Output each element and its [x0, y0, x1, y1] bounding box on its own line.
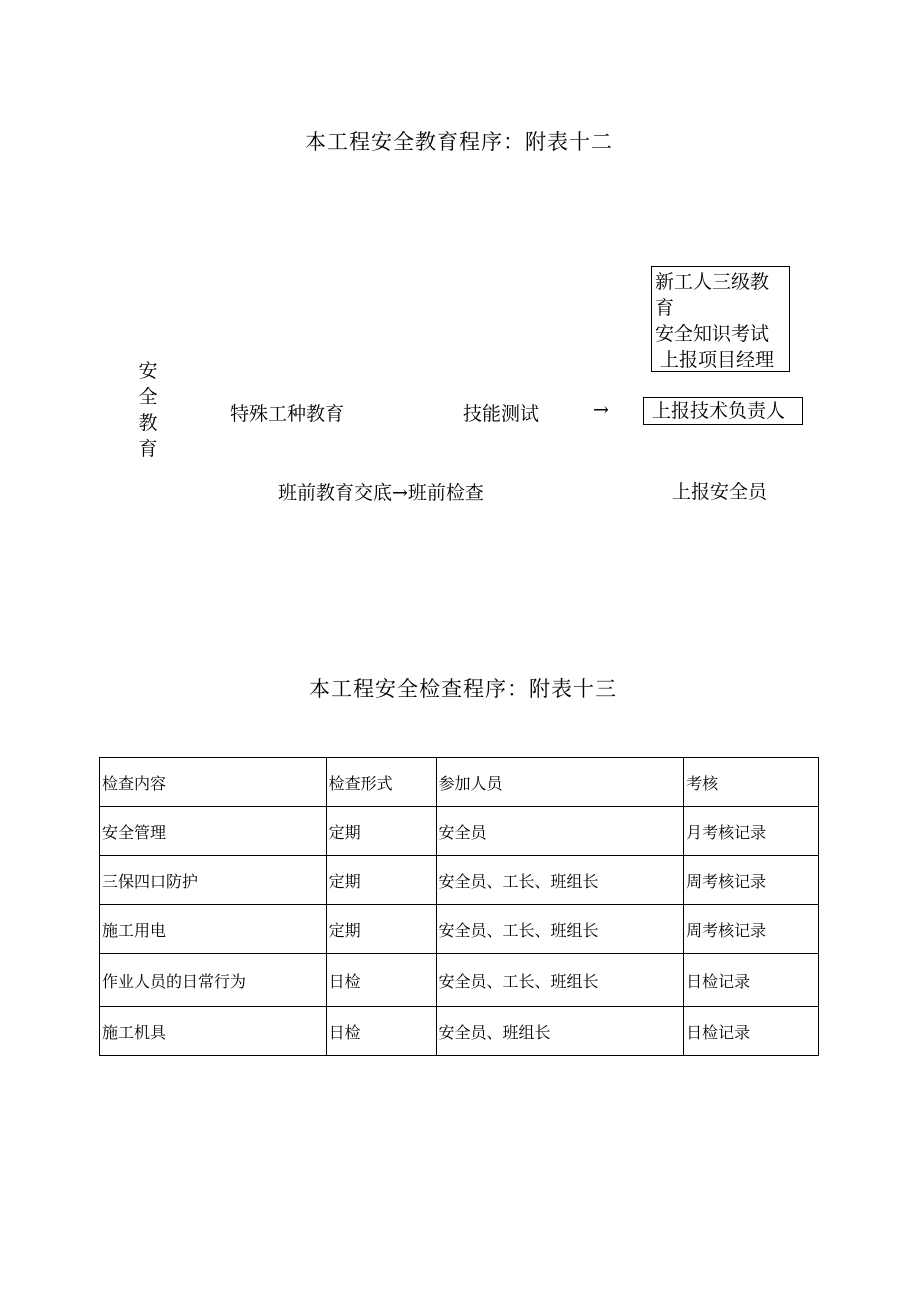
table-cell: 施工机具 — [100, 1007, 327, 1056]
table-cell: 安全员、工长、班组长 — [436, 905, 684, 954]
table-cell: 施工用电 — [100, 905, 327, 954]
vertical-char-3: 教 — [138, 412, 158, 434]
table-cell: 日检 — [326, 954, 436, 1007]
vertical-char-1: 安 — [138, 360, 158, 382]
table-cell: 定期 — [326, 856, 436, 905]
safety-education-vertical-label — [136, 358, 160, 462]
flow-arrow: → — [593, 399, 609, 421]
new-worker-line-1: 新工人三级教 — [655, 271, 770, 293]
table-row — [100, 954, 819, 1007]
table-cell: 月考核记录 — [684, 807, 819, 856]
table-cell: 作业人员的日常行为 — [100, 954, 327, 1007]
table-cell: 安全员、工长、班组长 — [436, 954, 684, 1007]
new-worker-line-4: 上报项目经理 — [660, 349, 775, 371]
inspection-table — [99, 757, 819, 1056]
header-cell: 检查形式 — [326, 758, 436, 807]
table-cell: 三保四口防护 — [100, 856, 327, 905]
table-header-row — [100, 758, 819, 807]
table-cell: 日检 — [326, 1007, 436, 1056]
table-cell: 周考核记录 — [684, 905, 819, 954]
table-cell: 周考核记录 — [684, 856, 819, 905]
table-cell: 定期 — [326, 807, 436, 856]
education-procedure-title: 本工程安全教育程序：附表十二 — [305, 130, 613, 154]
table-cell: 日检记录 — [684, 1007, 819, 1056]
new-worker-line-3: 安全知识考试 — [655, 323, 770, 345]
new-worker-line-2: 育 — [655, 297, 675, 319]
inspection-procedure-title: 本工程安全检查程序：附表十三 — [309, 677, 617, 701]
header-cell: 检查内容 — [100, 758, 327, 807]
header-cell: 参加人员 — [436, 758, 684, 807]
table-row — [100, 1007, 819, 1056]
table-row — [100, 807, 819, 856]
pre-shift-education-briefing: 班前教育交底→班前检查 — [278, 482, 484, 504]
table-cell: 安全管理 — [100, 807, 327, 856]
vertical-char-2: 全 — [138, 386, 158, 408]
vertical-char-4: 育 — [138, 438, 158, 460]
new-worker-education-box — [651, 266, 790, 372]
table-cell: 安全员、班组长 — [436, 1007, 684, 1056]
report-technical-lead-box: 上报技术负责人 — [643, 397, 803, 425]
table-cell: 日检记录 — [684, 954, 819, 1007]
special-trade-education: 特殊工种教育 — [230, 403, 345, 425]
table-cell: 安全员 — [436, 807, 684, 856]
header-cell: 考核 — [684, 758, 819, 807]
table-cell: 定期 — [326, 905, 436, 954]
table-cell: 安全员、工长、班组长 — [436, 856, 684, 905]
report-safety-officer: 上报安全员 — [672, 481, 768, 503]
skill-test: 技能测试 — [463, 403, 540, 425]
table-row — [100, 905, 819, 954]
table-row — [100, 856, 819, 905]
